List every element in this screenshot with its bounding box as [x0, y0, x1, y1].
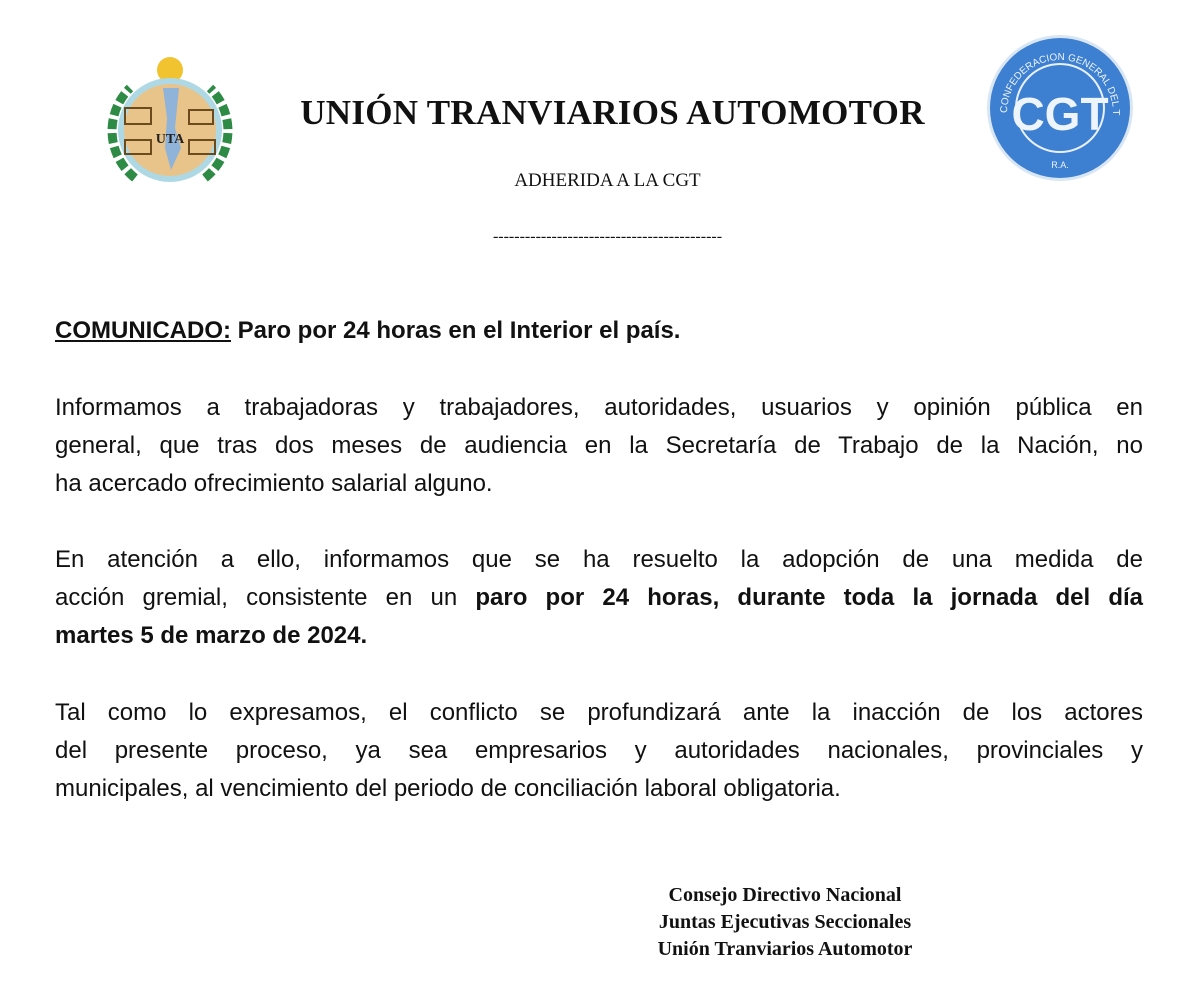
paragraph-3: [55, 694, 1143, 808]
paragraph-line: En atención a ello, informamos que se ha resuelto la adopción de una medida de: [55, 546, 1143, 573]
paragraph-line: general, que tras dos meses de audiencia en la Secretaría de Trabajo de la Nación, no: [55, 432, 1143, 459]
strike-date: martes 5 de marzo de 2024.: [55, 622, 368, 649]
line-text: acción gremial, consistente en un: [55, 584, 476, 611]
page-title: UNIÓN TRANVIARIOS AUTOMOTOR: [300, 93, 925, 132]
strike-details: paro por 24 horas, durante toda la jornada del día: [475, 584, 1143, 611]
cgt-logo-text: CGT: [1011, 88, 1109, 140]
paragraph-line: del presente proceso, ya sea empresarios y autoridades nacionales, provinciales y: [55, 737, 1143, 764]
signature-line: Consejo Directivo Nacional: [668, 884, 902, 906]
subtitle: ADHERIDA A LA CGT: [514, 170, 701, 191]
heading-text: Paro por 24 horas en el Interior el país.: [230, 317, 681, 344]
paragraph-2: [55, 541, 1143, 655]
signature-line: Unión Tranviarios Automotor: [657, 938, 913, 960]
paragraph-line: [55, 579, 1143, 617]
paragraph-line: ha acercado ofrecimiento salarial alguno.: [55, 470, 493, 497]
signature-block: [590, 882, 980, 963]
signature-line: Juntas Ejecutivas Seccionales: [658, 911, 912, 933]
cgt-bottom-text: R.A.: [1051, 160, 1069, 170]
heading-label: COMUNICADO:: [55, 317, 231, 344]
cgt-logo: [985, 33, 1135, 183]
paragraph-line: municipales, al vencimiento del periodo de conciliación laboral obligatoria.: [55, 775, 841, 802]
uta-logo-text: UTA: [155, 132, 185, 147]
uta-logo: [95, 48, 245, 198]
paragraph-line: Tal como lo expresamos, el conflicto se profundizará ante la inacción de los actores: [55, 699, 1143, 726]
paragraph-1: [55, 389, 1143, 503]
paragraph-line: Informamos a trabajadoras y trabajadores, autoridades, usuarios y opinión pública en: [55, 394, 1143, 421]
divider: -------------------------------------------: [492, 228, 723, 245]
communique-heading: [55, 312, 1143, 350]
cgt-ring-text: CONFEDERACION GENERAL DEL T: [998, 51, 1122, 116]
